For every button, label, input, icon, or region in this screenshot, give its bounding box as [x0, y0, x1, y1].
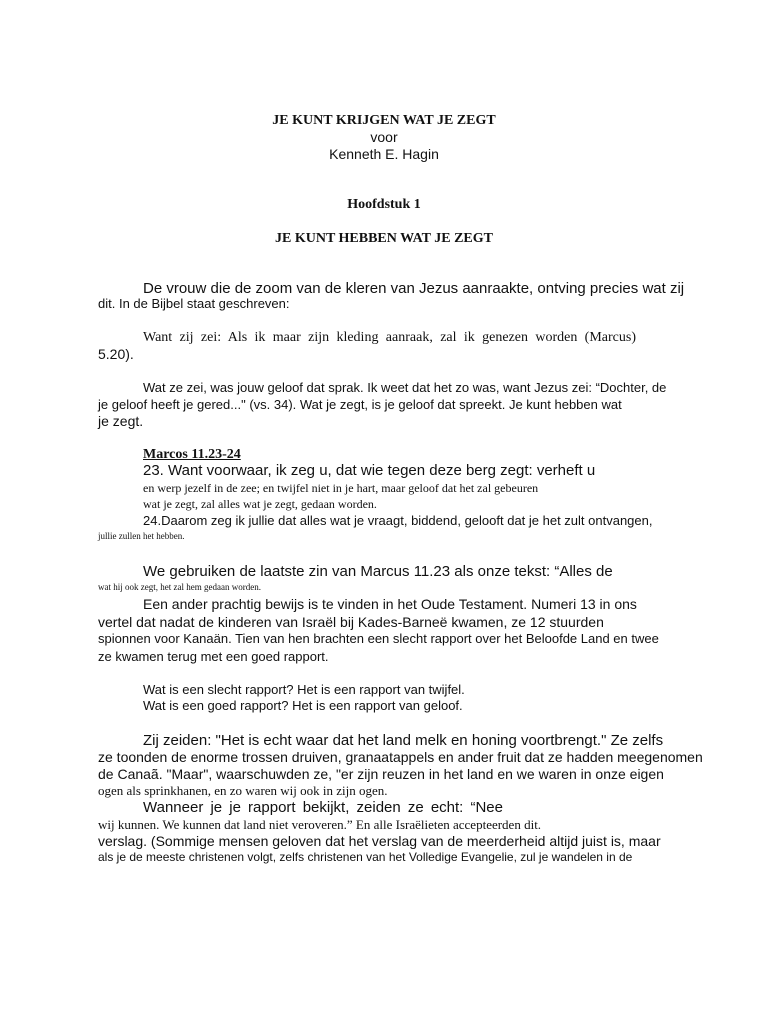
paragraph-3-line-2: wat hij ook zegt, het zal hem gedaan worden. — [98, 582, 261, 592]
paragraph-2-line-2: je geloof heeft je gered..." (vs. 34). Wat je zegt, is je geloof dat spreekt. Je kunt hebben wat — [98, 397, 622, 412]
paragraph-3-line-1: We gebruiken de laatste zin van Marcus 11.23 als onze tekst: “Alles de — [143, 563, 613, 580]
paragraph-6-line-2: wij kunnen. We kunnen dat land niet veroveren.” En alle Israëlieten accepteerden dit. — [98, 817, 542, 832]
scripture-line-1: 23. Want voorwaar, ik zeg u, dat wie tegen deze berg zegt: verheft u — [143, 462, 596, 479]
paragraph-1-line-2: dit. In de Bijbel staat geschreven: — [98, 296, 290, 311]
paragraph-2-line-1: Wat ze zei, was jouw geloof dat sprak. Ik weet dat het zo was, want Jezus zei: “Dochter, de — [143, 380, 667, 395]
chapter-title: JE KUNT HEBBEN WAT JE ZEGT — [275, 231, 493, 246]
author-name: Kenneth E. Hagin — [329, 146, 439, 162]
paragraph-5-line-4: ogen als sprinkhanen, en zo waren wij ook in zijn ogen. — [98, 783, 388, 798]
byline-voor: voor — [370, 129, 398, 145]
paragraph-2-line-3: je zegt. — [98, 413, 144, 429]
document-title: JE KUNT KRIJGEN WAT JE ZEGT — [272, 113, 496, 128]
paragraph-1-line-1: De vrouw die de zoom van de kleren van Jezus aanraakte, ontving precies wat zij — [143, 280, 685, 297]
paragraph-6-line-1: Wanneer je je rapport bekijkt, zeiden ze echt: “Nee — [143, 799, 503, 816]
question-good-report: Wat is een goed rapport? Het is een rapport van geloof. — [143, 698, 463, 713]
chapter-heading: Hoofdstuk 1 — [347, 197, 421, 212]
paragraph-6-line-4: als je de meeste christenen volgt, zelfs christenen van het Volledige Evangelie, zul je wandelen in de — [98, 850, 633, 864]
paragraph-4-line-4: ze kwamen terug met een goed rapport. — [98, 649, 329, 664]
scripture-line-4: 24.Daarom zeg ik jullie dat alles wat je vraagt, biddend, gelooft dat je het zult ontvangen, — [143, 513, 653, 528]
scripture-line-3: wat je zegt, zal alles wat je zegt, gedaan worden. — [143, 497, 377, 511]
quote-1-line-1: Want zij zei: Als ik maar zijn kleding aanraak, zal ik genezen worden (Marcus) — [143, 330, 636, 345]
paragraph-4-line-3: spionnen voor Kanaän. Tien van hen brachten een slecht rapport over het Beloofde Land en twee — [98, 631, 659, 646]
scripture-line-2: en werp jezelf in de zee; en twijfel niet in je hart, maar geloof dat het zal gebeuren — [143, 481, 539, 495]
paragraph-4-line-1: Een ander prachtig bewijs is te vinden in het Oude Testament. Numeri 13 in ons — [143, 596, 637, 612]
question-bad-report: Wat is een slecht rapport? Het is een rapport van twijfel. — [143, 682, 465, 697]
scripture-line-5: jullie zullen het hebben. — [98, 531, 185, 541]
paragraph-5-line-1: Zij zeiden: "Het is echt waar dat het land melk en honing voortbrengt." Ze zelfs — [143, 732, 664, 749]
scripture-reference: Marcos 11.23-24 — [143, 447, 241, 462]
paragraph-5-line-3: de Canaã. "Maar", waarschuwden ze, "er zijn reuzen in het land en we waren in onze eigen — [98, 766, 664, 782]
paragraph-6-line-3: verslag. (Sommige mensen geloven dat het verslag van de meerderheid altijd juist is, maar — [98, 833, 661, 849]
paragraph-4-line-2: vertel dat nadat de kinderen van Israël bij Kades-Barneë kwamen, ze 12 stuurden — [98, 614, 604, 630]
paragraph-5-line-2: ze toonden de enorme trossen druiven, granaatappels en ander fruit dat ze hadden meegenomen — [98, 749, 703, 765]
quote-1-line-2: 5.20). — [98, 346, 134, 362]
